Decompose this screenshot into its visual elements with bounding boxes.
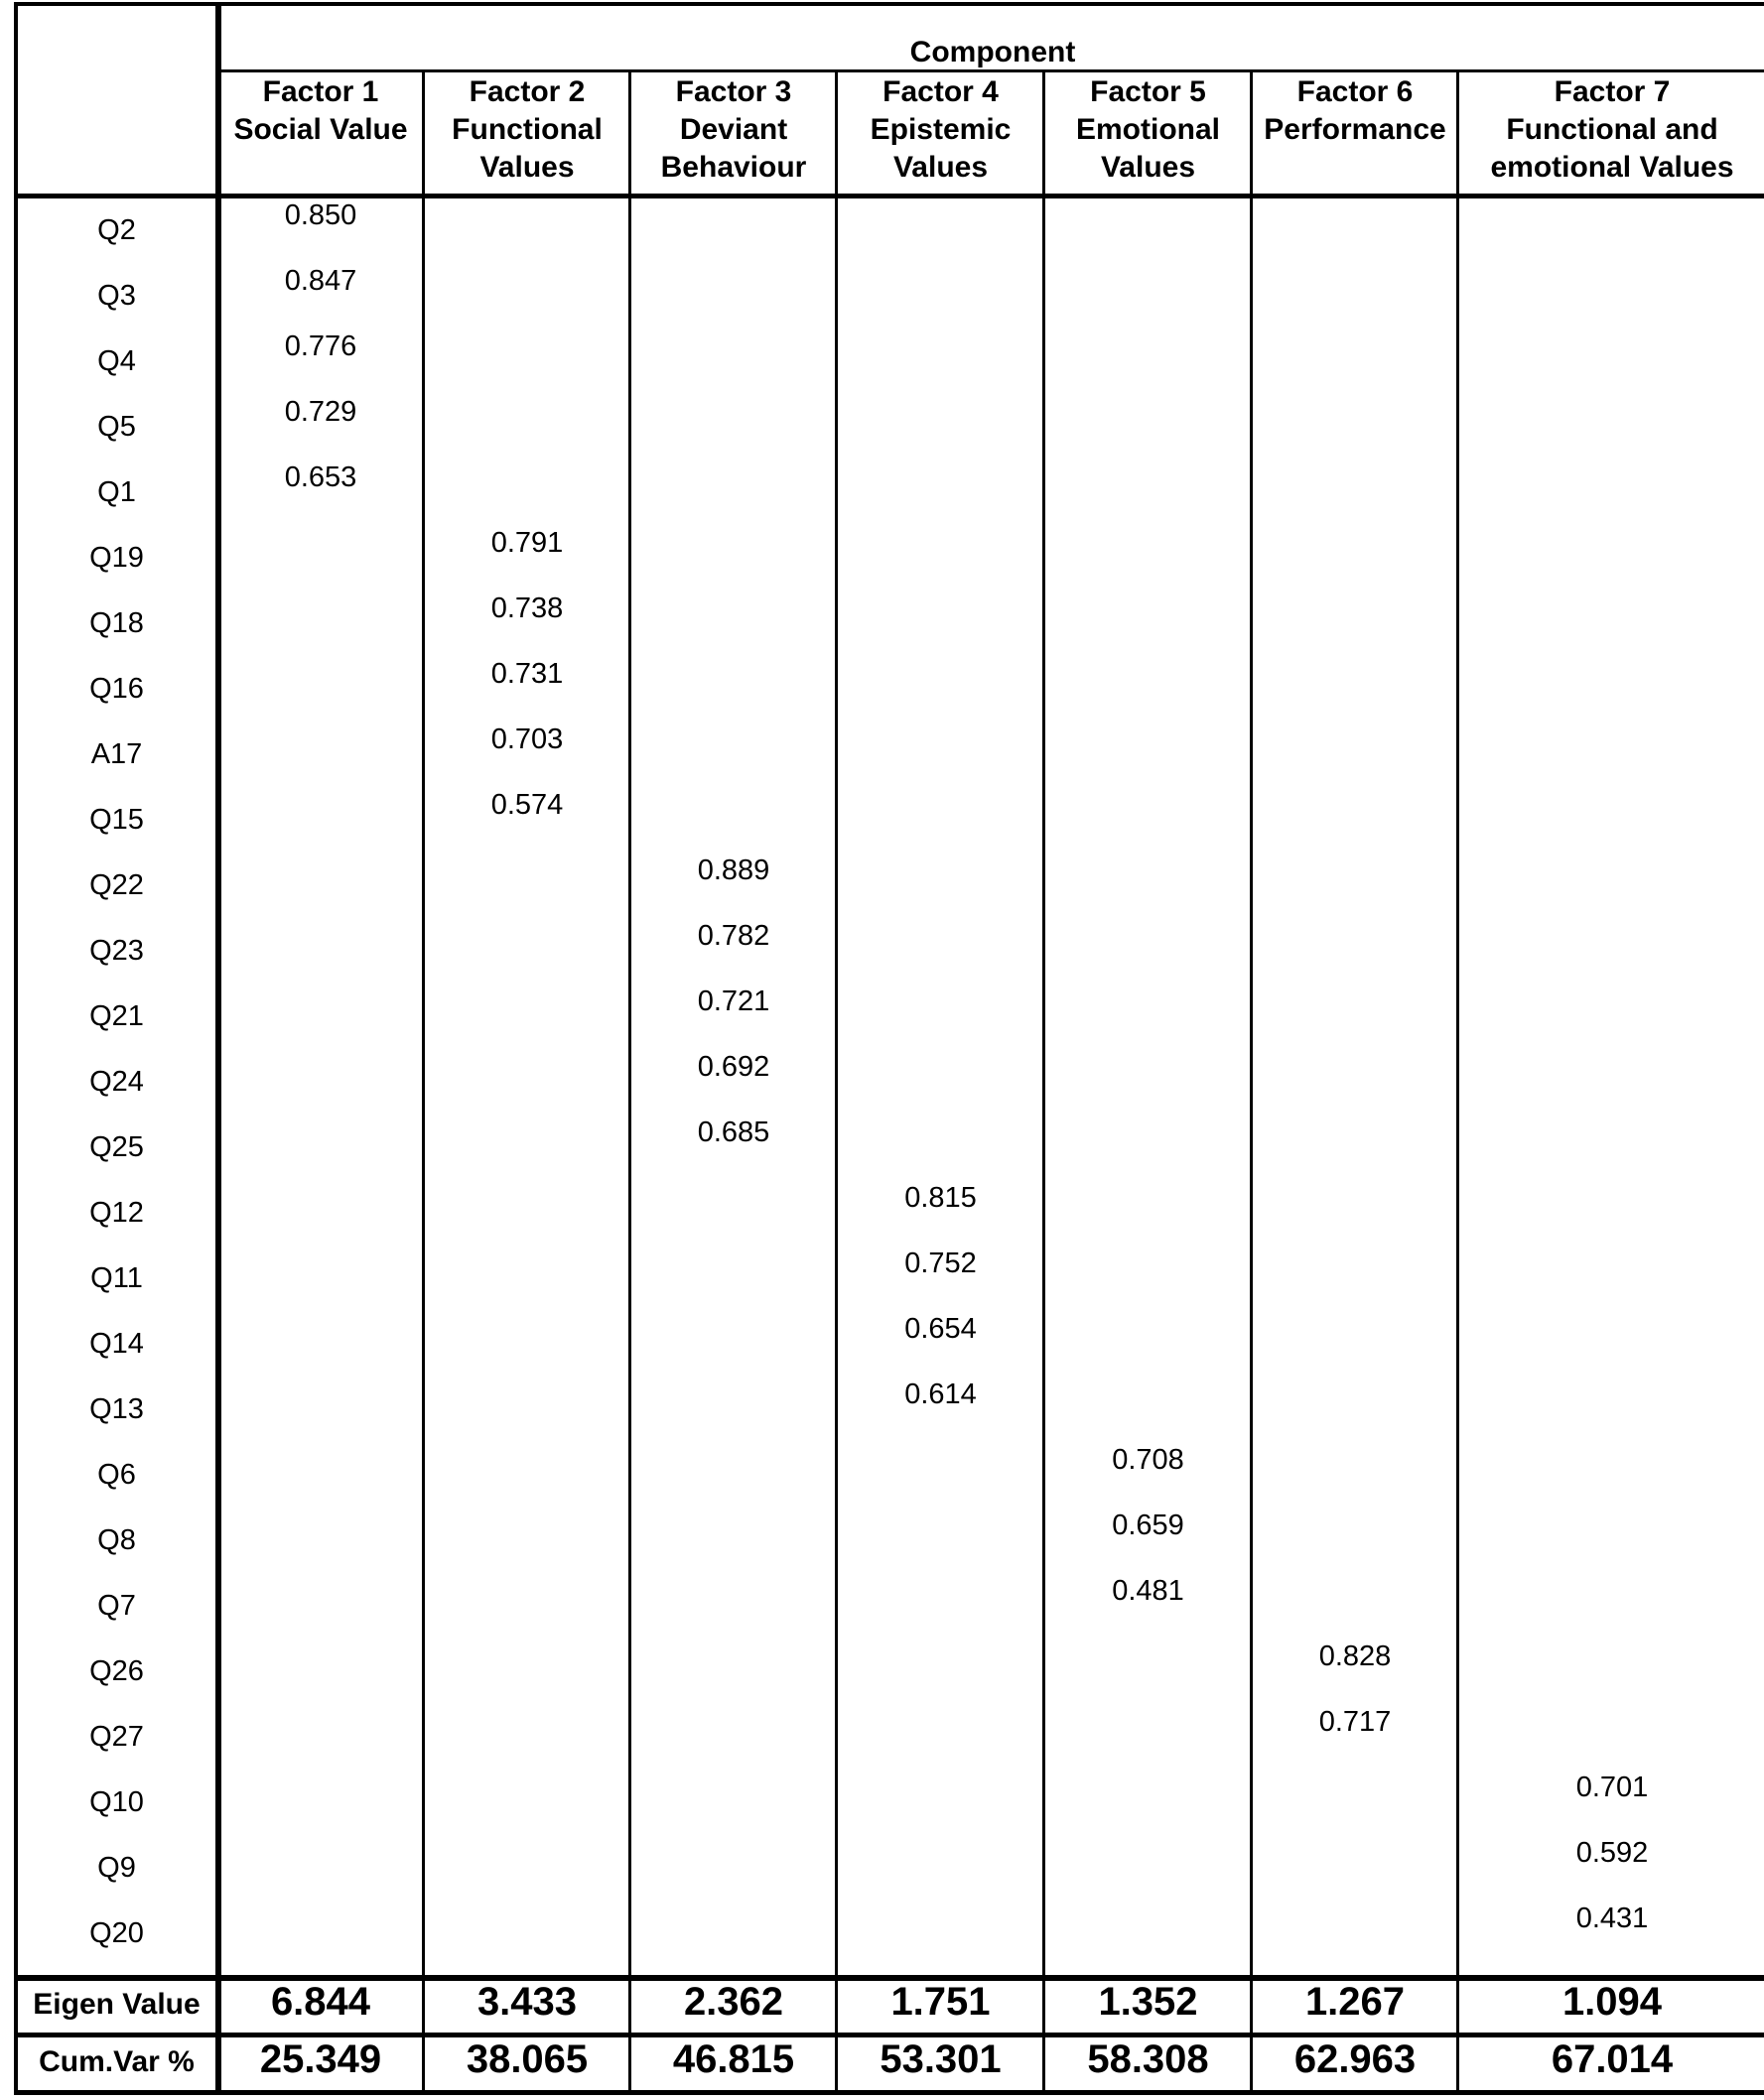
eigen-value: 3.433 <box>476 1980 578 2024</box>
factor-1-header-line1: Factor 1 <box>262 75 379 108</box>
factor-5-header-line3: Values <box>1100 151 1196 184</box>
row-label: Q26 <box>89 1655 144 1687</box>
factor-3-header-line3: Behaviour <box>660 151 807 184</box>
factor-loading: 0.654 <box>904 1313 977 1345</box>
factor-loading: 0.431 <box>1575 1903 1649 1934</box>
cumulative-variance: 58.308 <box>1087 2037 1209 2081</box>
header-bottom-rule <box>14 194 1764 198</box>
row-label: Q24 <box>89 1066 144 1098</box>
factor-2-header-line2: Functional <box>452 113 603 146</box>
factor-loading: 0.729 <box>284 396 357 428</box>
column-divider <box>835 69 838 2094</box>
stub-column-divider <box>215 2 221 2094</box>
factor-loading: 0.738 <box>490 592 564 624</box>
factor-loading: 0.776 <box>284 330 357 362</box>
cumulative-variance: 25.349 <box>259 2037 382 2081</box>
factor-4-header-line1: Factor 4 <box>882 75 999 108</box>
factor-3-header-line2: Deviant <box>679 113 788 146</box>
row-label: Q27 <box>89 1721 144 1753</box>
factor-6-header-line2: Performance <box>1264 113 1446 146</box>
factor-loading: 0.703 <box>490 723 564 755</box>
row-label: Q8 <box>97 1524 136 1556</box>
factor-loading: 0.791 <box>490 527 564 559</box>
factor-loading: 0.592 <box>1575 1837 1649 1869</box>
factor-loading: 0.708 <box>1112 1444 1184 1476</box>
eigen-value: 1.094 <box>1561 1980 1663 2024</box>
factor-loading: 0.653 <box>284 461 357 493</box>
component-header: Component <box>909 36 1076 68</box>
factor-loading: 0.692 <box>697 1051 770 1083</box>
row-label: Q9 <box>97 1852 136 1884</box>
row-label: Q14 <box>89 1328 144 1360</box>
factor-loading: 0.889 <box>697 854 770 886</box>
row-label: Q12 <box>89 1197 144 1229</box>
column-divider <box>1042 69 1045 2094</box>
eigen-value: 2.362 <box>683 1980 784 2024</box>
factor-loading: 0.574 <box>490 789 564 821</box>
factor-loading: 0.850 <box>284 199 357 231</box>
row-label: Q15 <box>89 804 144 836</box>
eigen-value: 6.844 <box>270 1980 371 2024</box>
row-label: Q10 <box>89 1786 144 1818</box>
factor-4-header-line2: Epistemic <box>870 113 1012 146</box>
factor-loading: 0.701 <box>1575 1772 1649 1803</box>
factor-loading: 0.828 <box>1318 1641 1392 1672</box>
factor-loading: 0.731 <box>490 658 564 690</box>
factor-1-header-line2: Social Value <box>233 113 408 146</box>
eigen-value: 1.267 <box>1304 1980 1406 2024</box>
factor-7-header-line1: Factor 7 <box>1554 75 1671 108</box>
row-label: Q7 <box>97 1590 136 1622</box>
row-label: Q1 <box>97 476 136 508</box>
factor-4-header-line3: Values <box>892 151 989 184</box>
factor-5-header-line1: Factor 5 <box>1090 75 1206 108</box>
eigen-value: 1.352 <box>1098 1980 1198 2024</box>
factor-loading: 0.685 <box>697 1116 770 1148</box>
table-left-border <box>14 2 18 2094</box>
row-label: Q4 <box>97 345 136 377</box>
factor-loading: 0.782 <box>697 920 770 952</box>
cumulative-variance: 67.014 <box>1551 2037 1674 2081</box>
factor-3-header-line1: Factor 3 <box>675 75 792 108</box>
factor-loading: 0.847 <box>284 265 357 297</box>
column-divider <box>628 69 631 2094</box>
row-label: Q23 <box>89 935 144 967</box>
row-label: Q20 <box>89 1917 144 1949</box>
factor-7-header-line3: emotional Values <box>1490 151 1734 184</box>
row-label: Q25 <box>89 1131 144 1163</box>
row-label: Q13 <box>89 1393 144 1425</box>
factor-5-header-line2: Emotional <box>1075 113 1220 146</box>
row-label: Q19 <box>89 542 144 574</box>
cumulative-variance: 38.065 <box>466 2037 589 2081</box>
factor-7-header-line2: Functional and <box>1506 113 1718 146</box>
column-divider <box>1456 69 1459 2094</box>
row-label: Q16 <box>89 673 144 705</box>
row-label: Q18 <box>89 607 144 639</box>
eigen-value-label: Eigen Value <box>33 1988 201 2021</box>
row-label: Q2 <box>97 214 136 246</box>
cumulative-variance: 46.815 <box>672 2037 795 2081</box>
factor-loading: 0.659 <box>1112 1509 1184 1541</box>
factor-loading: 0.614 <box>904 1378 977 1410</box>
cumulative-variance: 62.963 <box>1293 2037 1417 2081</box>
table-top-border <box>14 2 1764 6</box>
row-label: Q5 <box>97 411 136 443</box>
row-label: Q6 <box>97 1459 136 1491</box>
factor-loading: 0.721 <box>697 985 770 1017</box>
factor-loading: 0.752 <box>904 1247 977 1279</box>
eigen-value: 1.751 <box>890 1980 991 2024</box>
factor-2-header-line1: Factor 2 <box>469 75 586 108</box>
table-bottom-border <box>14 2090 1764 2095</box>
factor-loading: 0.815 <box>904 1182 977 1214</box>
column-divider <box>422 69 425 2094</box>
factor-loading: 0.717 <box>1318 1706 1392 1738</box>
row-label: Q3 <box>97 280 136 312</box>
factor-6-header-line1: Factor 6 <box>1296 75 1414 108</box>
row-label: Q21 <box>89 1000 144 1032</box>
cumulative-variance: 53.301 <box>880 2037 1002 2081</box>
column-divider <box>1250 69 1253 2094</box>
row-label: A17 <box>90 738 143 770</box>
row-label: Q22 <box>89 869 144 901</box>
factor-2-header-line3: Values <box>479 151 575 184</box>
factor-loading: 0.481 <box>1112 1575 1184 1607</box>
cumvar-label: Cum.Var % <box>39 2045 195 2078</box>
row-label: Q11 <box>90 1262 143 1294</box>
